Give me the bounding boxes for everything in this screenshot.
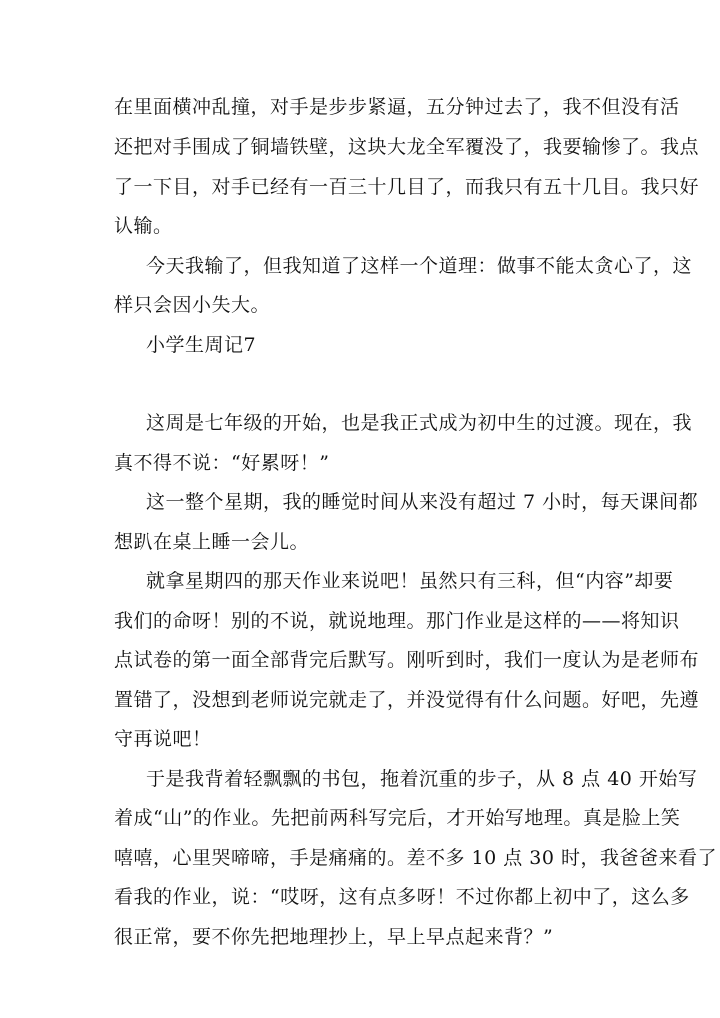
paragraph-first-line: 今天我输了，但我知道了这样一个道理：做事不能太贪心了，这: [146, 255, 693, 277]
section-title: 小学生周记7: [146, 334, 257, 356]
text-line: 守再说吧！: [114, 728, 212, 750]
text-line: 点试卷的第一面全部背完后默写。刚听到时，我们一度认为是老师布: [114, 649, 700, 671]
text-line: 看我的作业，说：“哎呀，这有点多呀！不过你都上初中了，这么多: [114, 886, 690, 908]
text-line: 想趴在桌上睡一会儿。: [114, 531, 310, 553]
text-line: 很正常，要不你先把地理抄上，早上早点起来背？”: [114, 926, 554, 948]
paragraph-first-line: 于是我背着轻飘飘的书包，拖着沉重的步子，从 8 点 40 开始写: [146, 768, 698, 790]
text-line: 还把对手围成了铜墙铁壁，这块大龙全军覆没了，我要输惨了。我点: [114, 136, 700, 158]
text-line: 我们的命呀！别的不说，就说地理。那门作业是这样的——将知识: [114, 610, 680, 632]
text-line: 在里面横冲乱撞，对手是步步紧逼，五分钟过去了，我不但没有活: [114, 96, 680, 118]
text-line: 样只会因小失大。: [114, 294, 271, 316]
text-line: 了一下目，对手已经有一百三十几目了，而我只有五十几目。我只好: [114, 176, 700, 198]
text-line: 真不得不说：“好累呀！”: [114, 452, 330, 474]
paragraph-first-line: 这周是七年级的开始，也是我正式成为初中生的过渡。现在，我: [146, 412, 693, 434]
text-line: 认输。: [114, 215, 173, 237]
text-line: 着成“山”的作业。先把前两科写完后，才开始写地理。真是脸上笑: [114, 807, 681, 829]
paragraph-first-line: 这一整个星期，我的睡觉时间从来没有超过 7 小时，每天课间都: [146, 491, 699, 513]
text-line: 嘻嘻，心里哭啼啼，手是痛痛的。差不多 10 点 30 时，我爸爸来看了: [114, 847, 718, 869]
paragraph-first-line: 就拿星期四的那天作业来说吧！虽然只有三科，但“内容”却要: [146, 570, 674, 592]
text-line: 置错了，没想到老师说完就走了，并没觉得有什么问题。好吧，先遵: [114, 689, 700, 711]
